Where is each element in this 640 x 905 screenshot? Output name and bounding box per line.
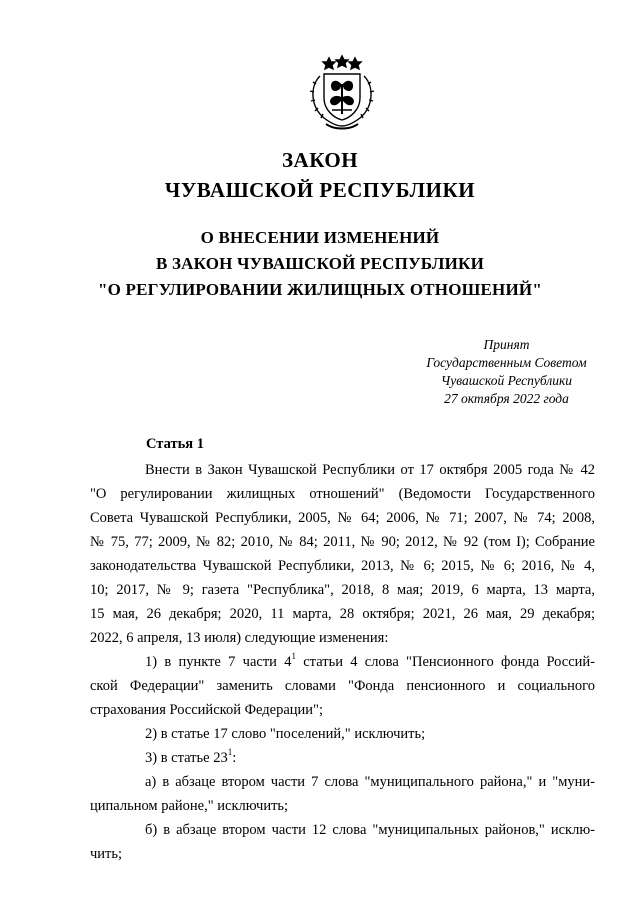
subtitle-line-1: О ВНЕСЕНИИ ИЗМЕНЕНИЙ — [200, 228, 440, 247]
item-2: 2) в статье 17 слово "поселений," исключить; — [145, 726, 426, 742]
item-1-line-3: страхования Российской Федерации"; — [90, 702, 323, 718]
intro-line: 2022, 6 апреля, 13 июля) следующие изменения: — [90, 630, 389, 646]
intro-line: 10; 2017, № 9; газета "Республика", 2018, 8 мая; 2019, 6 марта, 13 марта, — [90, 582, 595, 598]
law-title: ЗАКОН — [281, 148, 359, 172]
adoption-note — [415, 336, 598, 408]
intro-line: законодательства Чувашской Республики, 2013, № 6; 2015, № 6; 2016, № 4, — [90, 558, 595, 574]
item-3-tail: : — [232, 750, 237, 766]
intro-line: № 75, 77; 2009, № 82; 2010, № 84; 2011, № 90; 2012, № 92 (том I); Собрание — [90, 534, 595, 550]
intro-line: 15 мая, 26 декабря; 2020, 11 марта, 28 октября; 2021, 26 мая, 29 декабря; — [90, 606, 595, 622]
item-3-superscript: 1 — [227, 747, 233, 757]
republic-title: ЧУВАШСКОЙ РЕСПУБЛИКИ — [164, 178, 476, 202]
intro-line: Внести в Закон Чувашской Республики от 17 октября 2005 года № 42 — [145, 462, 595, 478]
item-3a-line-2: ципальном районе," исключить; — [90, 798, 289, 814]
item-1-line-2: ской Федерации" заменить словами "Фонда пенсионного и социального — [90, 678, 595, 694]
item-3b-line-1: б) в абзаце втором части 12 слова "муниципальных районов," исклю- — [145, 822, 595, 838]
article-body — [90, 458, 595, 866]
item-3a-line-1: а) в абзаце втором части 7 слова "муниципального района," и "муни- — [145, 774, 595, 790]
adoption-line-3: Чувашской Республики — [440, 373, 573, 388]
item-3b-line-2: чить; — [90, 846, 123, 862]
adoption-line-2: Государственным Советом — [426, 355, 587, 370]
chuvash-republic-emblem-icon — [306, 54, 378, 132]
item-1-text-a: 1) в пункте 7 части 4 — [145, 654, 292, 670]
intro-line: Совета Чувашской Республики, 2005, № 64; 2006, № 71; 2007, № 74; 2008, — [90, 510, 595, 526]
subtitle-line-2: В ЗАКОН ЧУВАШСКОЙ РЕСПУБЛИКИ — [155, 254, 485, 273]
item-1-text-b: статьи 4 слова "Пенсионного фонда Россий- — [295, 654, 595, 670]
item-1-superscript: 1 — [291, 651, 296, 661]
adoption-date: 27 октября 2022 года — [444, 391, 569, 406]
item-3-text: 3) в статье 23 — [145, 750, 228, 766]
article-heading: Статья 1 — [146, 436, 204, 452]
item-3 — [90, 746, 595, 770]
subtitle-line-3: "О РЕГУЛИРОВАНИИ ЖИЛИЩНЫХ ОТНОШЕНИЙ" — [98, 280, 542, 299]
intro-line: "О регулировании жилищных отношений" (Ведомости Государственного — [90, 486, 595, 502]
adoption-line-1: Принят — [483, 337, 530, 352]
item-1-line-1 — [90, 650, 595, 674]
